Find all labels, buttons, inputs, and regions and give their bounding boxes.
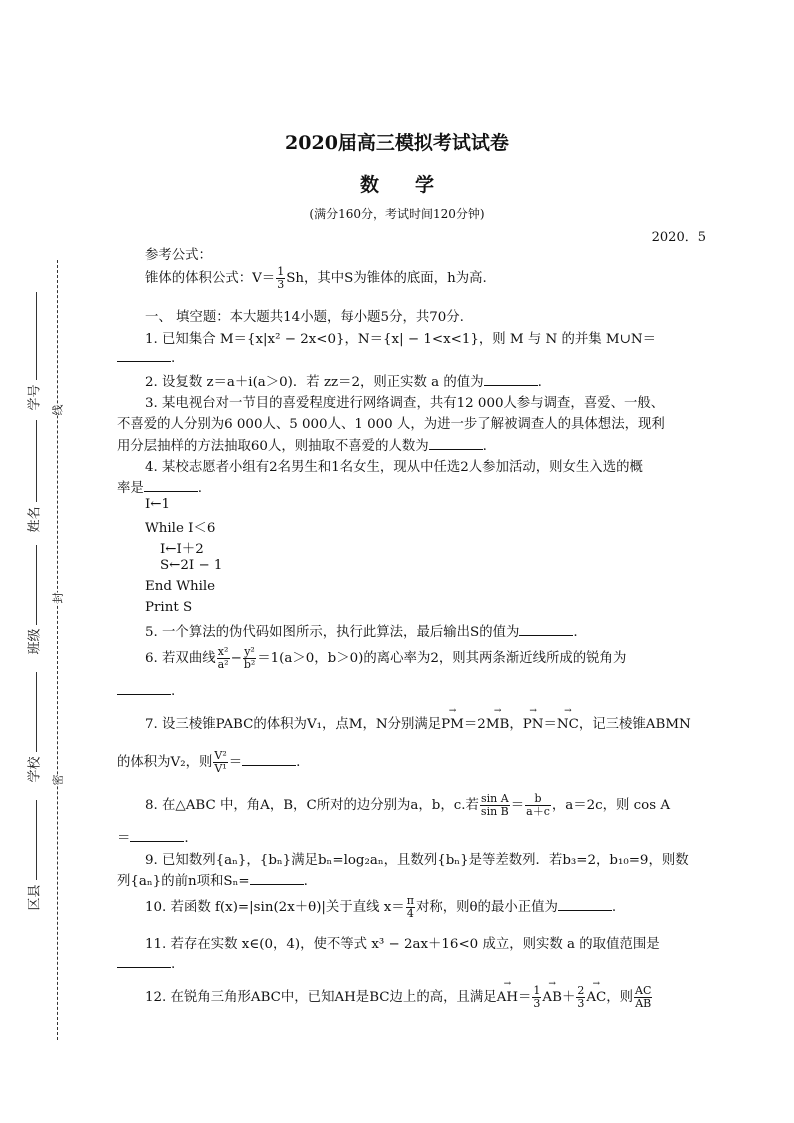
- fraction: $\frac{\text{sin A}}{\text{sin B}}$: [480, 792, 509, 818]
- margin-label-xuehao: 学号: [27, 384, 43, 411]
- code-line: Print S: [145, 600, 193, 615]
- margin-label-banji: 班级: [27, 628, 43, 655]
- answer-blank: [144, 479, 198, 492]
- exam-note: (满分160分，考试时间120分钟): [309, 207, 485, 221]
- margin-label-xuexiao: 学校: [27, 756, 43, 783]
- code-line: I←I＋2: [160, 542, 204, 557]
- fraction: $\frac{\text{y²}}{\text{b²}}$: [243, 645, 256, 671]
- margin-label-xingming: 姓名: [27, 506, 43, 533]
- answer-blank: [117, 349, 171, 362]
- answer-blank: [558, 898, 612, 911]
- question-8-line-1: 8. 在△ABC 中，角A，B，C所对的边分别为a，b，c.若 $\frac{\text{sin A}}{\text{sin B}}$ ＝ $\frac{b}{a+c}$ ，a＝2c，则 cos A: [145, 792, 671, 818]
- question-1: 1. 已知集合 M＝{x|x² − 2x<0}，N＝{x| − 1<x<1}，则 M 与 N 的并集 M∪N＝: [145, 332, 656, 347]
- formula-label: 参考公式：: [145, 248, 212, 263]
- answer-blank: [130, 829, 184, 842]
- question-9-line-1: 9. 已知数列{aₙ}，{bₙ}满足bₙ=log₂aₙ，且数列{bₙ}是等差数列．若b₃=2，b₁₀=9，则数: [145, 853, 689, 868]
- exam-date: 2020．5: [651, 230, 706, 245]
- fraction: $\frac{\pi}{4}$: [406, 894, 414, 920]
- code-line: End While: [145, 579, 216, 594]
- question-7-line-2: 的体积为V₂，则 $\frac{\text{V²}}{\text{V¹}}$ ＝ .: [117, 749, 301, 775]
- code-line: While I＜6: [145, 521, 216, 536]
- fraction: $\frac{b}{a+c}$: [526, 792, 550, 818]
- question-4-line-1: 4. 某校志愿者小组有2名男生和1名女生，现从中任选2人参加活动，则女生入选的概: [145, 460, 643, 475]
- question-3-line-3: 用分层抽样的方法抽取60人，则抽取不喜爱的人数为 .: [117, 439, 487, 454]
- fraction: $\frac{1}{3}$: [533, 984, 541, 1010]
- margin-write-line: [36, 800, 37, 880]
- question-9-line-2: 列{aₙ}的前n项和Sₙ= .: [117, 874, 308, 889]
- question-10: 10. 若函数 f(x)=|sin(2x＋θ)|关于直线 x＝ $\frac{\pi}{4}$ 对称，则θ的最小正值为 .: [145, 894, 617, 920]
- question-6-answer: .: [117, 682, 175, 699]
- margin-mark-feng: 封: [51, 592, 65, 604]
- binding-dashed-line: [57, 260, 58, 1040]
- answer-blank: [484, 373, 538, 386]
- question-11: 11. 若存在实数 x∈(0，4)，使不等式 x³ − 2ax＋16<0 成立，则实数 a 的取值范围是: [145, 937, 660, 952]
- section-heading: 一、 填空题：本大题共14小题，每小题5分，共70分.: [145, 310, 464, 325]
- margin-write-line: [36, 292, 37, 380]
- question-6: 6. 若双曲线 $\frac{\text{x²}}{\text{a²}}$ − $\frac{\text{y²}}{\text{b²}}$ ＝1(a＞0，b＞0)的离心率为2，则其两条渐近线所成的锐角为: [145, 645, 627, 671]
- code-line: S←2I − 1: [160, 558, 223, 573]
- margin-mark-xian: 线: [51, 404, 65, 416]
- margin-write-line: [36, 672, 37, 752]
- fraction: $\frac{1}{3}$: [277, 265, 285, 291]
- answer-blank: [429, 437, 483, 450]
- question-3-line-1: 3. 某电视台对一节目的喜爱程度进行网络调查，共有12 000人参与调查，喜爱、一般、: [145, 396, 665, 411]
- question-12: 12. 在锐角三角形ABC中，已知AH是BC边上的高，且满足→ AH＝ $\frac{1}{3}$ → AB＋ $\frac{2}{3}$ → AC，则 $\frac{AC}{AB}$: [145, 985, 653, 1010]
- margin-mark-mi: 密: [51, 774, 65, 786]
- answer-blank: [117, 955, 171, 968]
- formula-line: 锥体的体积公式：V＝ $\frac{1}{3}$ Sh，其中S为锥体的底面，h为高.: [145, 265, 487, 291]
- question-8-line-2: ＝ .: [117, 831, 189, 846]
- fraction: $\frac{\text{V²}}{\text{V¹}}$: [214, 749, 227, 775]
- subject-title: 数学: [359, 174, 470, 196]
- code-line: I←1: [145, 497, 171, 512]
- fraction: $\frac{2}{3}$: [577, 984, 585, 1010]
- answer-blank: [250, 872, 304, 885]
- question-4-line-2: 率是 .: [117, 481, 203, 496]
- margin-write-line: [36, 545, 37, 625]
- question-3-line-2: 不喜爱的人分别为6 000人、5 000人、1 000 人，为进一步了解被调查人的具体想法，现利: [117, 417, 665, 432]
- fraction: $\frac{\text{x²}}{\text{a²}}$: [217, 645, 229, 671]
- fraction: $\frac{AC}{AB}$: [635, 984, 652, 1010]
- question-5: 5. 一个算法的伪代码如图所示，执行此算法，最后输出S的值为 .: [145, 625, 578, 640]
- question-1-answer: .: [117, 349, 175, 366]
- question-2: 2. 设复数 z＝a＋i(a＞0)．若 zz＝2，则正实数 a 的值为 .: [145, 375, 542, 390]
- margin-write-line: [36, 420, 37, 502]
- answer-blank: [117, 682, 171, 695]
- question-7-line-1: 7. 设三棱锥PABC的体积为V₁，点M，N分别满足→ PM＝2→ MB，→ PN＝→ NC，记三棱锥ABMN: [145, 713, 691, 732]
- margin-label-quxian: 区县: [27, 884, 43, 911]
- question-11-answer: .: [117, 955, 175, 972]
- answer-blank: [242, 753, 296, 766]
- exam-title: 2020届高三模拟考试试卷: [285, 132, 509, 154]
- answer-blank: [519, 623, 573, 636]
